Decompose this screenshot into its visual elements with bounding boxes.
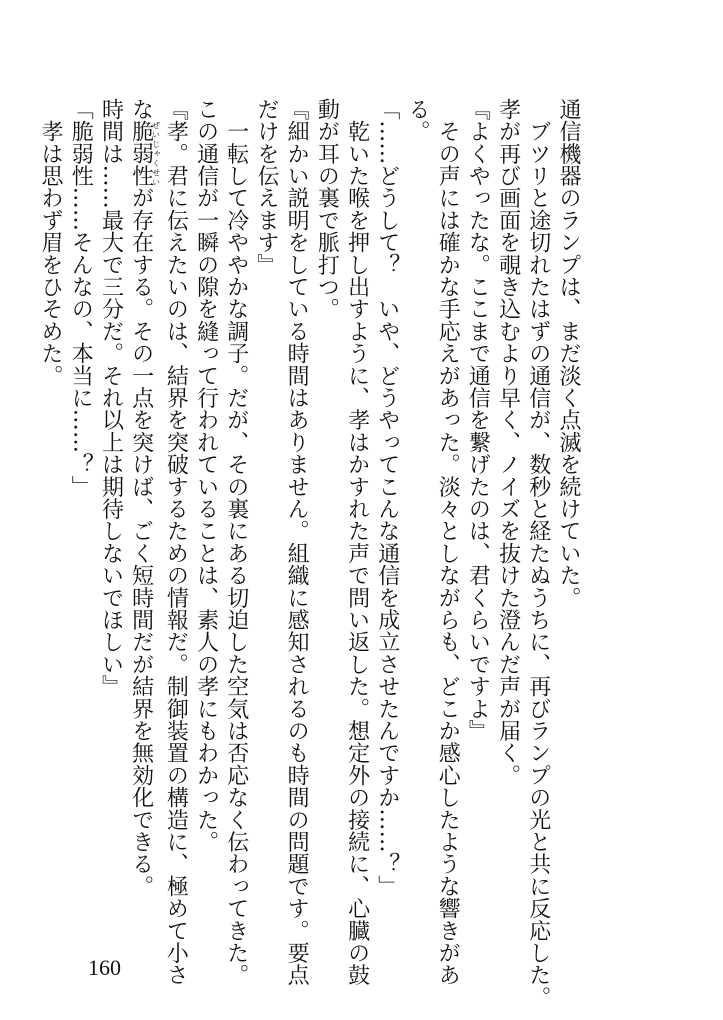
text-line: 『細かい説明をしている時間はありません。組織に感知されるのも時間の問題です。要点 (284, 98, 310, 986)
ruby-reading: ぜいじゃくせい (151, 120, 161, 187)
ruby-base: 脆弱性 (128, 120, 154, 187)
text-line: 孝が再び画面を覗き込むより早く、ノイズを抜けた澄んだ声が届く。 (495, 98, 521, 787)
text-line: 動が耳の裏で脈打つ。 (314, 98, 340, 320)
text-line: 『孝。君に伝えたいのは、結界を突破するための情報だ。制御装置の構造に、極めて小さ (163, 98, 189, 986)
text-line: この通信が一瞬の隙を縫って行われていることは、素人の孝にもわかった。 (193, 98, 219, 853)
text-line: 通信機器のランプは、まだ淡く点滅を続けていた。 (556, 98, 581, 609)
text-line: その声には確かな手応えがあった。淡々としながらも、どこか感心したような響きがあ (435, 98, 461, 986)
page-number: 160 (88, 955, 121, 980)
text-line: 時間は……最大で三分だ。それ以上は期待しないでほしい』 (98, 98, 124, 698)
text-line: 一転して冷ややかな調子。だが、その裏にある切迫した空気は否応なく伝わってきた。 (223, 98, 249, 986)
ruby-annotation (128, 120, 161, 187)
text-line: 「……どうして？ いや、どうやってこんな通信を成立させたんですか……？」 (374, 98, 400, 898)
text-line: 孝は思わず眉をひそめた。 (38, 98, 64, 387)
text-line: ブツリと途切れたはずの通信が、数秒と経たぬうちに、再びランプの光と共に反応した。 (525, 98, 551, 1009)
text-line: 乾いた喉を押し出すように、孝はかすれた声で問い返した。想定外の接続に、心臓の鼓 (344, 98, 370, 986)
text-line: 「脆弱性……そんなの、本当に……？」 (68, 98, 94, 498)
text-line: 『よくやったな。ここまで通信を繋げたのは、君くらいですよ』 (465, 98, 491, 742)
text-line: だけを伝えます』 (253, 98, 279, 276)
text-line: る。 (404, 98, 430, 143)
text-line: な脆弱性ぜいじゃくせいが存在する。その一点を突けば、ごく短時間だが結界を無効化できる。 (128, 98, 161, 898)
